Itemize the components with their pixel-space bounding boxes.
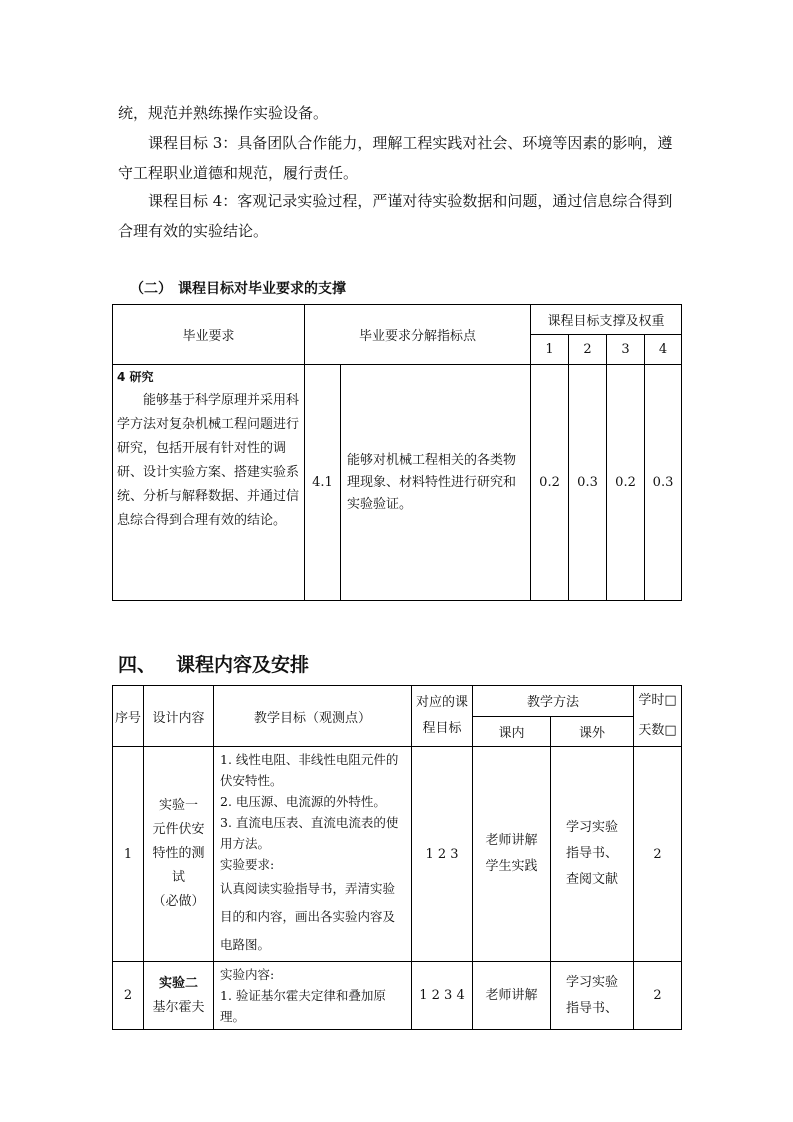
section-2-title: 课程目标对毕业要求的支撑	[178, 281, 346, 297]
row-1-goal-line-4: 实验要求:	[220, 857, 275, 872]
header-seq: 序号	[113, 686, 144, 747]
row-2-course-goals: 1 2 3 4	[412, 962, 473, 1030]
row-1-goal-line-3: 3. 直流电压表、直流电流表的使用方法。	[220, 815, 399, 851]
section-2-heading	[130, 278, 346, 298]
section-4-title: 课程内容及安排	[176, 654, 310, 676]
table-row	[113, 747, 682, 962]
support-table	[112, 304, 682, 601]
section-2-number: （二）	[130, 281, 172, 297]
section-4-number: 四、	[118, 654, 157, 676]
paragraph-2: 课程目标 3：具备团队合作能力，理解工程实践对社会、环境等因素的影响，遵守工程职业道德和规范，履行责任。	[118, 134, 673, 182]
weight-goal-4: 0.3	[645, 365, 682, 601]
row-1-out-class-line-3: 查阅文献	[566, 872, 619, 887]
weight-goal-1: 0.2	[531, 365, 569, 601]
header-indicator: 毕业要求分解指标点	[305, 305, 531, 365]
indicator-number: 4.1	[305, 365, 341, 601]
header-requirement: 毕业要求	[113, 305, 305, 365]
row-1-hours: 2	[634, 747, 682, 962]
row-2-goal-line-1: 实验内容:	[220, 967, 275, 982]
row-1-goal-line-2: 2. 电压源、电流源的外特性。	[220, 794, 386, 809]
row-2-goal	[214, 962, 412, 1030]
section-4-heading	[118, 650, 309, 677]
row-1-goal	[214, 747, 412, 962]
row-1-seq: 1	[113, 747, 144, 962]
requirement-body: 能够基于科学原理并采用科学方法对复杂机械工程问题进行研究，包括开展有针对性的调研、设计实验方案、搭建实验系统、分析与解释数据、并通过信息综合得到合理有效的结论。	[117, 393, 300, 528]
header-goal-4: 4	[645, 335, 682, 365]
row-1-out-class	[551, 747, 634, 962]
header-out-class: 课外	[551, 716, 634, 747]
header-hours	[634, 686, 682, 747]
row-1-design	[144, 747, 214, 962]
row-2-out-class-line-1: 学习实验	[566, 974, 619, 990]
row-2-hours: 2	[634, 962, 682, 1030]
header-hours-line-1: 学时□	[638, 693, 677, 708]
weight-goal-3: 0.2	[607, 365, 645, 601]
row-2-goal-line-2: 1. 验证基尔霍夫定律和叠加原理。	[220, 988, 386, 1024]
row-1-out-class-line-1: 学习实验	[566, 820, 619, 835]
header-hours-line-2: 天数□	[638, 723, 677, 738]
row-2-design-line-2: 基尔霍夫	[152, 999, 205, 1015]
header-goal-3: 3	[607, 335, 645, 365]
header-in-class: 课内	[473, 716, 551, 747]
row-1-design-line-1: 实验一	[158, 798, 198, 813]
row-2-out-class-line-2: 指导书、	[566, 1000, 619, 1016]
row-2-design-line-1: 实验二	[158, 975, 198, 991]
row-1-design-line-3: 特性的测	[152, 846, 205, 861]
header-teaching-goal: 教学目标（观测点）	[214, 686, 412, 747]
row-1-goal-line-5: 认真阅读实验指导书，弄清实验目的和内容，画出各实验内容及电路图。	[220, 881, 396, 952]
row-2-in-class	[473, 962, 551, 1030]
row-2-in-class-line-1: 老师讲解	[485, 987, 538, 1003]
row-1-course-goals: 1 2 3	[412, 747, 473, 962]
table-row	[113, 962, 682, 1030]
row-1-out-class-line-2: 指导书、	[566, 846, 619, 861]
requirement-title: 4 研究	[117, 370, 154, 384]
header-goal-1: 1	[531, 335, 569, 365]
row-1-design-line-4: 试	[171, 870, 185, 885]
indicator-description: 能够对机械工程相关的各类物理现象、材料特性进行研究和实验验证。	[341, 365, 531, 601]
weight-goal-2: 0.3	[569, 365, 607, 601]
row-2-seq: 2	[113, 962, 144, 1030]
header-design: 设计内容	[144, 686, 214, 747]
row-2-design	[144, 962, 214, 1030]
content-table	[112, 685, 682, 1030]
header-support: 课程目标支撑及权重	[531, 305, 682, 335]
row-1-in-class	[473, 747, 551, 962]
row-1-design-line-2: 元件伏安	[152, 822, 205, 837]
header-course-goal: 对应的课程目标	[412, 686, 473, 747]
row-1-in-class-line-1: 老师讲解	[485, 833, 538, 848]
row-1-in-class-line-2: 学生实践	[485, 859, 538, 874]
header-method: 教学方法	[473, 686, 634, 717]
row-1-goal-line-1: 1. 线性电阻、非线性电阻元件的伏安特性。	[220, 752, 399, 788]
paragraph-3: 课程目标 4：客观记录实验过程，严谨对待实验数据和问题，通过信息综合得到合理有效的实验结论。	[118, 192, 673, 240]
row-1-design-line-5: （必做）	[152, 894, 205, 909]
header-goal-2: 2	[569, 335, 607, 365]
paragraph-1: 统，规范并熟练操作实验设备。	[118, 104, 329, 122]
row-2-out-class	[551, 962, 634, 1030]
requirement-cell	[113, 365, 305, 601]
